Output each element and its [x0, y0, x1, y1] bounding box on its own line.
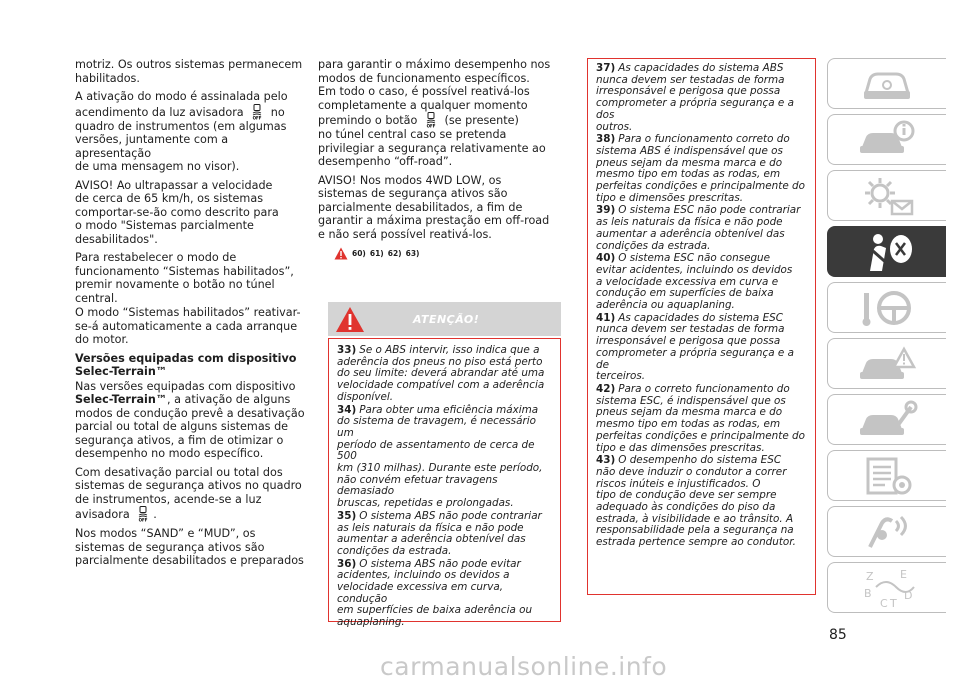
warning-triangle-icon — [335, 306, 365, 333]
tab-emergency[interactable] — [827, 338, 946, 389]
esc-off-button-icon — [425, 112, 437, 128]
dashboard-car-icon — [856, 63, 918, 105]
watermark: carmanualsonline.info — [380, 652, 668, 681]
safety-airbag-icon — [856, 231, 918, 273]
tab-multimedia[interactable] — [827, 506, 946, 557]
index-letter: Z — [866, 569, 874, 583]
paragraph: Nas versões equipadas com dispositivo Selec-Terrain™, a ativação de alguns modos de condução prevê a desativação parcial ou total de alguns sistemas de segurança ativos, a fim de otimizar o desempenho no modo específico. — [75, 379, 305, 460]
tab-dashboard[interactable] — [827, 58, 946, 109]
reference-number[interactable]: 62) — [387, 249, 402, 258]
warning-note: 41) As capacidades do sistema ESC nunca devem ser testadas de forma irresponsável e perigosa que possa comprometer a própria segurança e a de terceiros. — [596, 311, 794, 383]
paragraph: Nos modos “SAND” e “MUD”, os sistemas de segurança ativos são parcialmente desabilitados e preparados — [75, 527, 304, 567]
tab-safety[interactable] — [827, 226, 946, 277]
starting-driving-icon — [856, 287, 918, 329]
warning-note: 42) Para o correto funcionamento do sistema ESC, é indispensável que os pneus sejam da mesma marca e do mesmo tipo em todas as rodas, em perfeitas condições e principalmente do tipo e das dimensões prescritas. — [596, 382, 805, 454]
tab-warning-lights[interactable] — [827, 170, 946, 221]
warning-title: ATENÇÃO! — [413, 313, 480, 326]
index-icon — [856, 567, 918, 609]
car-info-icon — [856, 119, 918, 161]
paragraph: AVISO! Ao ultrapassar a velocidade de cerca de 65 km/h, os sistemas comportar-se-ão como descrito para o modo "Sistemas parcialmente desabilitados". — [75, 178, 279, 246]
chapter-sidebar — [827, 58, 946, 618]
warning-box — [328, 338, 561, 629]
warning-header — [328, 302, 561, 336]
esc-off-warning-icon — [251, 104, 263, 120]
warning-box — [587, 58, 816, 595]
reference-number[interactable]: 60) — [352, 249, 366, 258]
warning-note: 43) O desempenho do sistema ESC não deve induzir o condutor a correr riscos inúteis e injustificados. O tipo de condução deve ser sempre adequado às condições do piso da estrada, à visibilidade e ao trânsito. A responsabilidade pela a segurança na estrada pertence sempre ao condutor. — [596, 454, 796, 549]
paragraph: para garantir o máximo desempenho nos modos de funcionamento específicos. Em todo o caso, é possível reativá-los completamente a qualquer momento premindo o botão OFF (se presente) no túnel central caso se pretenda privilegiar a segurança relativamente ao desempenho “off-road”. — [318, 58, 551, 168]
warning-note: 38) Para o funcionamento correto do sistema ABS é indispensável que os pneus sejam da mesma marca e do mesmo tipo em todas as rodas, em perfeitas condições e principalmente do tipo e dimensões prescritas. — [596, 133, 805, 204]
tab-maintenance[interactable] — [827, 394, 946, 445]
section-heading: Versões equipadas com dispositivo Selec-Terrain™ — [75, 351, 297, 378]
reference-number[interactable]: 63) — [405, 249, 420, 258]
warning-note: 40) O sistema ESC não consegue evitar acidentes, incluindo os devidos a velocidade excessiva em curva e condução em superfícies de baixa aderência ou aquaplaning. — [596, 252, 793, 312]
warning-note: 35) O sistema ABS não pode contrariar as leis naturais da física e não pode aumentar a aderência obtenível das condições da estrada. — [337, 509, 542, 557]
tab-car-info[interactable] — [827, 114, 946, 165]
page-number: 85 — [829, 627, 847, 643]
technical-data-icon — [856, 455, 918, 497]
index-letter: B — [864, 586, 872, 600]
maintenance-icon — [856, 399, 918, 441]
warning-note: 34) Para obter uma eficiência máxima do sistema de travagem, é necessário um período de assentamento de cerca de 500 km (310 milhas). Durante este período, não convém efetuar travagens demasiado bruscas, repetidas e prolongadas. — [337, 403, 543, 510]
svg-text:OFF: OFF — [426, 123, 436, 128]
paragraph: O modo “Sistemas habilitados” reativar- se-á automaticamente a cada arranque do motor. — [75, 306, 301, 346]
index-letter: C — [880, 596, 888, 609]
tab-starting-driving[interactable] — [827, 282, 946, 333]
index-letter: T — [890, 596, 897, 609]
warning-lights-icon — [856, 175, 918, 217]
warning-note: 39) O sistema ESC não pode contrariar as leis naturais da física e não pode aumentar a aderência obtenível das condições da estrada. — [596, 204, 801, 252]
paragraph: A ativação do modo é assinalada pelo acendimento da luz avisadora OFF no quadro de instrumentos (em algumas versões, juntamente com a apresentação de uma mensagem no visor). — [75, 90, 288, 173]
warning-note: 33) Se o ABS intervir, isso indica que a aderência dos pneus no piso está perto do seu limite: deverá abrandar até uma velocidade compatível com a aderência disponível. — [337, 344, 545, 403]
esc-off-warning-icon — [137, 506, 149, 522]
index-letter: D — [904, 588, 913, 602]
svg-text:OFF: OFF — [252, 115, 262, 120]
index-letter: E — [900, 567, 907, 581]
multimedia-icon — [856, 511, 918, 553]
paragraph: motriz. Os outros sistemas permanecem habilitados. — [75, 58, 303, 85]
warning-note: 37) As capacidades do sistema ABS nunca devem ser testadas de forma irresponsável e perigosa que possa comprometer a própria segurança e a dos outros. — [596, 62, 794, 133]
emergency-icon — [856, 343, 918, 385]
tab-technical-data[interactable] — [827, 450, 946, 501]
paragraph: Com desativação parcial ou total dos sistemas de segurança ativos no quadro de instrumentos, acende-se a luz avisadora OFF . — [75, 465, 302, 522]
warning-triangle-icon — [334, 247, 348, 260]
warning-note: 36) O sistema ABS não pode evitar acidentes, incluindo os devidos a velocidade excessiva em curva, condução em superfícies de baixa aderência ou aquaplaning. — [337, 557, 533, 629]
reference-list — [334, 247, 563, 261]
text-column-1 — [75, 58, 307, 573]
reference-number[interactable]: 61) — [369, 249, 384, 258]
text-column-2 — [318, 58, 563, 273]
paragraph: Para restabelecer o modo de funcionamento “Sistemas habilitados”, premir novamente o botão no túnel central. — [75, 251, 294, 305]
svg-text:OFF: OFF — [138, 517, 148, 522]
tab-index[interactable] — [827, 562, 946, 613]
paragraph: AVISO! Nos modos 4WD LOW, os sistemas de segurança ativos são parcialmente desabilitados, a fim de garantir a máxima prestação em off-road e não será possível reativá-los. — [318, 173, 550, 241]
